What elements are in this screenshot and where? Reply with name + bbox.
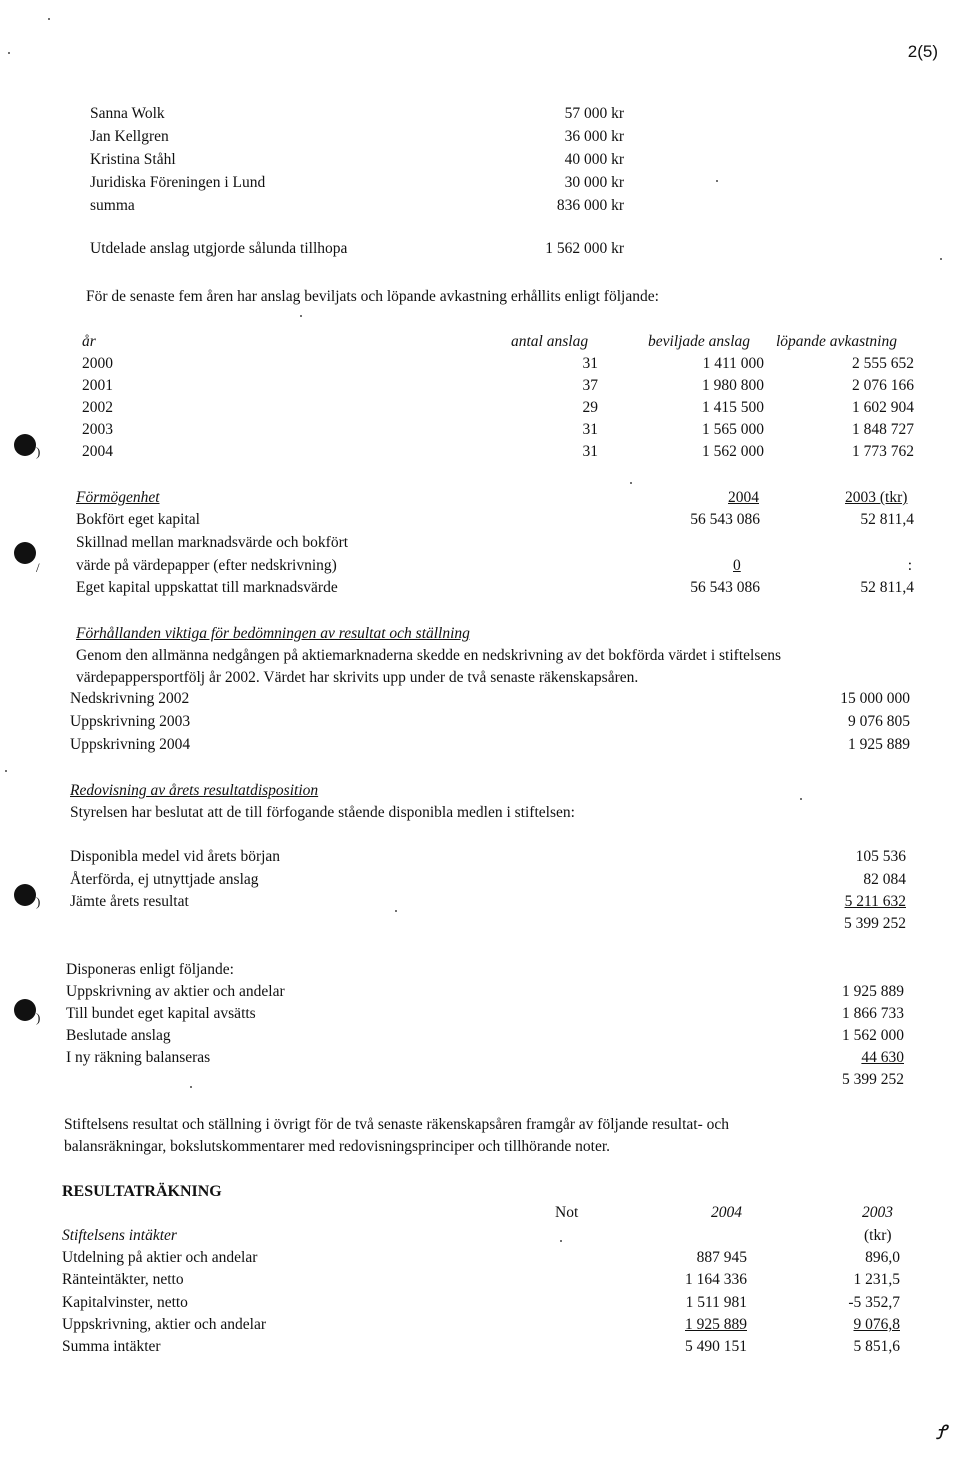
available-value: 5 211 632 — [844, 893, 906, 910]
income-label: Utdelning på aktier och andelar — [62, 1249, 258, 1266]
available-label: Jämte årets resultat — [70, 893, 189, 910]
scan-speck — [800, 798, 802, 800]
handwritten-initials: Ꝭ — [936, 1420, 947, 1444]
table-cell-granted: 1 411 000 — [702, 355, 764, 372]
table-cell-year: 2001 — [82, 377, 113, 394]
revaluation-value: 1 925 889 — [848, 736, 910, 753]
grant-amount: 30 000 kr — [564, 174, 624, 191]
disposition-label: Uppskrivning av aktier och andelar — [66, 983, 285, 1000]
grant-name: Juridiska Föreningen i Lund — [90, 174, 266, 191]
disposition-value: 44 630 — [861, 1049, 904, 1066]
income-value-2004: 887 945 — [696, 1249, 747, 1266]
disposition-value: 1 925 889 — [842, 983, 904, 1000]
table-cell-granted: 1 980 800 — [702, 377, 764, 394]
formogenhet-value-2004: 56 543 086 — [690, 511, 760, 528]
formogenhet-col-2003: 2003 (tkr) — [845, 489, 908, 506]
income-label: Kapitalvinster, netto — [62, 1294, 188, 1311]
revaluation-label: Uppskrivning 2003 — [70, 713, 191, 730]
table-cell-yield: 1 602 904 — [852, 399, 914, 416]
revaluation-label: Uppskrivning 2004 — [70, 736, 191, 753]
grants-sum-amount: 836 000 kr — [556, 197, 624, 214]
page-number: 2(5) — [907, 42, 938, 61]
table-cell-count: 29 — [582, 399, 598, 416]
formogenhet-value-2003: 52 811,4 — [860, 579, 914, 596]
disposition-heading: Disponeras enligt följande: — [66, 961, 234, 978]
total-grants-label: Utdelade anslag utgjorde sålunda tillhopa — [90, 240, 348, 257]
table-cell-granted: 1 565 000 — [702, 421, 764, 438]
forhallanden-paragraph: värdepappersportfölj år 2002. Värdet har skrivits upp under de två senaste räkenskapsåren. — [76, 669, 639, 686]
income-value-2004: 1 511 981 — [685, 1294, 747, 1311]
forhallanden-heading: Förhållanden viktiga för bedömningen av resultat och ställning — [76, 625, 470, 642]
scan-mark: ) — [36, 1010, 41, 1025]
income-total-2003: 5 851,6 — [853, 1338, 900, 1355]
closing-paragraph: Stiftelsens resultat och ställning i övrigt för de två senaste räkenskapsåren framgår av följande resultat- och — [64, 1116, 729, 1133]
table-cell-yield: 2 076 166 — [852, 377, 914, 394]
scan-speck — [395, 910, 397, 912]
redovisning-intro: Styrelsen har beslutat att de till förfogande stående disponibla medlen i stiftelsen: — [70, 804, 575, 821]
col-header-2003: 2003 — [862, 1204, 893, 1221]
table-cell-year: 2003 — [82, 421, 113, 438]
table-cell-yield: 1 773 762 — [852, 443, 914, 460]
col-header-yield: löpande avkastning — [776, 333, 897, 350]
table-cell-year: 2000 — [82, 355, 113, 372]
table-cell-granted: 1 415 500 — [702, 399, 764, 416]
grants-sum-label: summa — [90, 197, 135, 214]
disposition-value: 1 866 733 — [842, 1005, 904, 1022]
formogenhet-heading: Förmögenhet — [76, 489, 160, 506]
income-label: Uppskrivning, aktier och andelar — [62, 1316, 267, 1333]
table-cell-year: 2002 — [82, 399, 113, 416]
grant-name: Sanna Wolk — [90, 105, 165, 122]
scan-mark: / — [36, 560, 40, 575]
disposition-label: I ny räkning balanseras — [66, 1049, 211, 1066]
col-header-2004: 2004 — [711, 1204, 742, 1221]
col-header-count: antal anslag — [511, 333, 589, 350]
income-total-label: Summa intäkter — [62, 1338, 161, 1355]
redovisning-heading: Redovisning av årets resultatdisposition — [70, 782, 319, 799]
available-label: Återförda, ej utnyttjade anslag — [70, 871, 259, 888]
income-value-2004: 1 925 889 — [685, 1316, 747, 1333]
scan-speck — [190, 1086, 192, 1088]
income-value-2003: 9 076,8 — [853, 1316, 900, 1333]
scan-mark: ) — [36, 444, 41, 459]
available-value: 82 084 — [863, 871, 906, 888]
binder-hole-mark — [14, 999, 36, 1021]
col-header-not: Not — [555, 1204, 579, 1221]
table-cell-count: 31 — [582, 443, 598, 460]
grant-amount: 57 000 kr — [564, 105, 624, 122]
revaluation-value: 9 076 805 — [848, 713, 910, 730]
formogenhet-row-label: Eget kapital uppskattat till marknadsvärde — [76, 579, 338, 596]
scan-speck — [300, 315, 302, 317]
available-value: 105 536 — [855, 848, 906, 865]
disposition-value: 1 562 000 — [842, 1027, 904, 1044]
grant-amount: 40 000 kr — [564, 151, 624, 168]
scan-speck — [560, 1240, 562, 1242]
table-cell-count: 37 — [582, 377, 598, 394]
scan-speck — [48, 18, 50, 20]
table-cell-yield: 2 555 652 — [852, 355, 914, 372]
revaluation-value: 15 000 000 — [840, 690, 910, 707]
binder-hole-mark — [14, 884, 36, 906]
available-total: 5 399 252 — [844, 915, 906, 932]
income-value-2003: -5 352,7 — [848, 1294, 900, 1311]
formogenhet-value-2003: 52 811,4 — [860, 511, 914, 528]
table-cell-granted: 1 562 000 — [702, 443, 764, 460]
formogenhet-row-label: Skillnad mellan marknadsvärde och bokfört — [76, 534, 349, 551]
scan-speck — [8, 52, 10, 54]
forhallanden-paragraph: Genom den allmänna nedgången på aktiemarknaderna skedde en nedskrivning av det bokförda värdet i stiftelsens — [76, 647, 782, 664]
grant-name: Kristina Ståhl — [90, 151, 176, 168]
available-label: Disponibla medel vid årets början — [70, 848, 281, 865]
formogenhet-col-2004: 2004 — [728, 489, 759, 506]
table-cell-year: 2004 — [82, 443, 113, 460]
formogenhet-row-label: Bokfört eget kapital — [76, 511, 200, 528]
binder-hole-mark — [14, 434, 36, 456]
income-label: Ränteintäkter, netto — [62, 1271, 184, 1288]
formogenhet-row-label: värde på värdepapper (efter nedskrivning) — [76, 557, 337, 574]
scan-speck — [716, 180, 718, 182]
income-total-2004: 5 490 151 — [685, 1338, 747, 1355]
col-header-year: år — [82, 333, 96, 350]
total-grants-amount: 1 562 000 kr — [545, 240, 624, 257]
formogenhet-value-2004: 56 543 086 — [690, 579, 760, 596]
binder-hole-mark — [14, 542, 36, 564]
scan-mark: ) — [36, 894, 41, 909]
income-value-2004: 1 164 336 — [685, 1271, 747, 1288]
grant-name: Jan Kellgren — [90, 128, 169, 145]
income-value-2003: 896,0 — [865, 1249, 900, 1266]
scan-speck — [5, 770, 7, 772]
table-cell-yield: 1 848 727 — [852, 421, 914, 438]
col-header-unit: (tkr) — [864, 1227, 892, 1244]
income-value-2003: 1 231,5 — [853, 1271, 900, 1288]
five-year-intro: För de senaste fem åren har anslag beviljats och löpande avkastning erhållits enligt följande: — [86, 288, 659, 305]
grant-amount: 36 000 kr — [564, 128, 624, 145]
scan-speck — [940, 258, 942, 260]
disposition-label: Till bundet eget kapital avsätts — [66, 1005, 256, 1022]
table-cell-count: 31 — [582, 421, 598, 438]
col-header-granted: beviljade anslag — [648, 333, 751, 350]
income-subheading: Stiftelsens intäkter — [62, 1227, 177, 1244]
disposition-label: Beslutade anslag — [66, 1027, 171, 1044]
revaluation-label: Nedskrivning 2002 — [70, 690, 190, 707]
resultatrakning-heading: RESULTATRÄKNING — [62, 1183, 222, 1200]
table-cell-count: 31 — [582, 355, 598, 372]
closing-paragraph: balansräkningar, bokslutskommentarer med redovisningsprinciper och tillhörande noter. — [64, 1138, 611, 1155]
formogenhet-value-2003: : — [907, 557, 912, 574]
disposition-total: 5 399 252 — [842, 1071, 904, 1088]
formogenhet-value-2004: 0 — [733, 557, 741, 574]
scan-speck — [630, 482, 632, 484]
